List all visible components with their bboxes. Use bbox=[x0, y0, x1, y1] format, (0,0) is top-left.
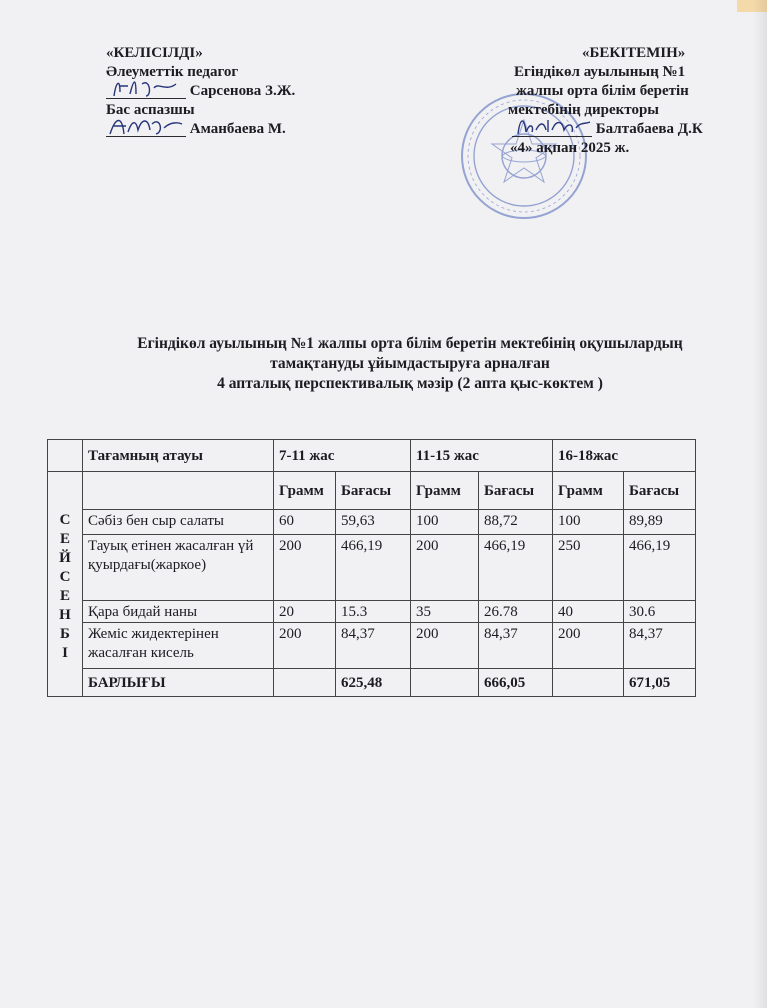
table-row bbox=[48, 510, 696, 535]
age-group-1: 7-11 жас bbox=[274, 440, 411, 472]
cell-value: 466,19 bbox=[336, 535, 411, 601]
total-label: БАРЛЫҒЫ bbox=[83, 669, 274, 697]
corner-cell bbox=[48, 440, 83, 472]
document-title bbox=[60, 334, 760, 394]
cell-value: 40 bbox=[553, 601, 624, 623]
header-row bbox=[48, 440, 696, 472]
director-line-3: мектебінің директоры bbox=[508, 102, 660, 118]
approval-left-heading: «КЕЛІСІЛДІ» bbox=[106, 45, 203, 61]
cell-value: 100 bbox=[553, 510, 624, 535]
cell-value: 466,19 bbox=[624, 535, 696, 601]
title-line-2: тамақтануды ұйымдастыруға арналған bbox=[270, 355, 550, 372]
day-letters bbox=[59, 505, 71, 663]
cell-value: 60 bbox=[274, 510, 336, 535]
approval-left bbox=[106, 44, 346, 139]
total-empty bbox=[411, 669, 479, 697]
cell-value: 89,89 bbox=[624, 510, 696, 535]
director-line-2: жалпы орта білім беретін bbox=[516, 83, 689, 99]
subheader-empty bbox=[83, 472, 274, 510]
chef-signature-line bbox=[106, 120, 346, 139]
age-group-2: 11-15 жас bbox=[411, 440, 553, 472]
cell-value: 15.3 bbox=[336, 601, 411, 623]
total-value-1: 625,48 bbox=[336, 669, 411, 697]
chef-name: Аманбаева М. bbox=[189, 121, 286, 137]
day-letter: Й bbox=[59, 550, 71, 566]
cell-value: 88,72 bbox=[479, 510, 553, 535]
director-signature-line bbox=[500, 120, 740, 139]
table-row bbox=[48, 623, 696, 669]
total-value-3: 671,05 bbox=[624, 669, 696, 697]
menu-table bbox=[47, 439, 696, 697]
pedagogue-role: Әлеуметтік педагог bbox=[106, 64, 239, 80]
director-name: Балтабаева Д.К bbox=[595, 121, 703, 137]
cell-value: 200 bbox=[274, 623, 336, 669]
cell-value: 84,37 bbox=[479, 623, 553, 669]
title-line-1: Егіндікөл ауылының №1 жалпы орта білім беретін мектебінің оқушылардың bbox=[137, 335, 683, 352]
approval-right bbox=[500, 44, 740, 158]
page-shadow bbox=[753, 0, 767, 1008]
cell-value: 26.78 bbox=[479, 601, 553, 623]
approval-right-heading: «БЕКІТЕМІН» bbox=[582, 45, 686, 61]
pedagogue-name: Сарсенова З.Ж. bbox=[189, 83, 296, 99]
cell-value: 200 bbox=[411, 623, 479, 669]
cell-value: 20 bbox=[274, 601, 336, 623]
cell-value: 250 bbox=[553, 535, 624, 601]
cell-value: 84,37 bbox=[336, 623, 411, 669]
day-letter: С bbox=[59, 512, 71, 528]
title-line-3: 4 апталық перспективалық мәзір (2 апта қыс-көктем ) bbox=[217, 375, 603, 392]
total-empty bbox=[553, 669, 624, 697]
gram-header-1: Грамм bbox=[274, 472, 336, 510]
pedagogue-signature-line bbox=[106, 82, 346, 101]
dish-name: Тауық етінен жасалған үй қуырдағы(жаркое) bbox=[83, 535, 274, 601]
cell-value: 30.6 bbox=[624, 601, 696, 623]
age-group-3: 16-18жас bbox=[553, 440, 696, 472]
pedagogue-signature bbox=[106, 82, 186, 101]
chef-signature bbox=[106, 120, 186, 139]
cell-value: 200 bbox=[553, 623, 624, 669]
day-letter: Б bbox=[60, 626, 70, 642]
cell-value: 35 bbox=[411, 601, 479, 623]
price-header-1: Бағасы bbox=[336, 472, 411, 510]
dish-name: Жеміс жидектерінен жасалған кисель bbox=[83, 623, 274, 669]
table-row bbox=[48, 601, 696, 623]
cell-value: 59,63 bbox=[336, 510, 411, 535]
subheader-row bbox=[48, 472, 696, 510]
day-letter: Е bbox=[59, 588, 70, 604]
cell-value: 84,37 bbox=[624, 623, 696, 669]
day-letter: І bbox=[62, 645, 68, 661]
cell-value: 466,19 bbox=[479, 535, 553, 601]
gram-header-3: Грамм bbox=[553, 472, 624, 510]
chef-role: Бас аспазшы bbox=[106, 102, 195, 118]
day-letter: Е bbox=[59, 531, 70, 547]
director-line-1: Егіндікөл ауылының №1 bbox=[514, 64, 686, 80]
gram-header-2: Грамм bbox=[411, 472, 479, 510]
day-letter: Н bbox=[59, 607, 71, 623]
price-header-3: Бағасы bbox=[624, 472, 696, 510]
approval-date: «4» ақпан 2025 ж. bbox=[510, 140, 630, 156]
cell-value: 100 bbox=[411, 510, 479, 535]
director-signature bbox=[512, 120, 592, 139]
cell-value: 200 bbox=[411, 535, 479, 601]
dish-name: Қара бидай наны bbox=[83, 601, 274, 623]
price-header-2: Бағасы bbox=[479, 472, 553, 510]
dish-name: Сәбіз бен сыр салаты bbox=[83, 510, 274, 535]
day-letter: С bbox=[59, 569, 71, 585]
table-row bbox=[48, 535, 696, 601]
dish-header: Тағамның атауы bbox=[83, 440, 274, 472]
total-empty bbox=[274, 669, 336, 697]
cell-value: 200 bbox=[274, 535, 336, 601]
total-value-2: 666,05 bbox=[479, 669, 553, 697]
total-row bbox=[48, 669, 696, 697]
day-label bbox=[48, 472, 83, 697]
